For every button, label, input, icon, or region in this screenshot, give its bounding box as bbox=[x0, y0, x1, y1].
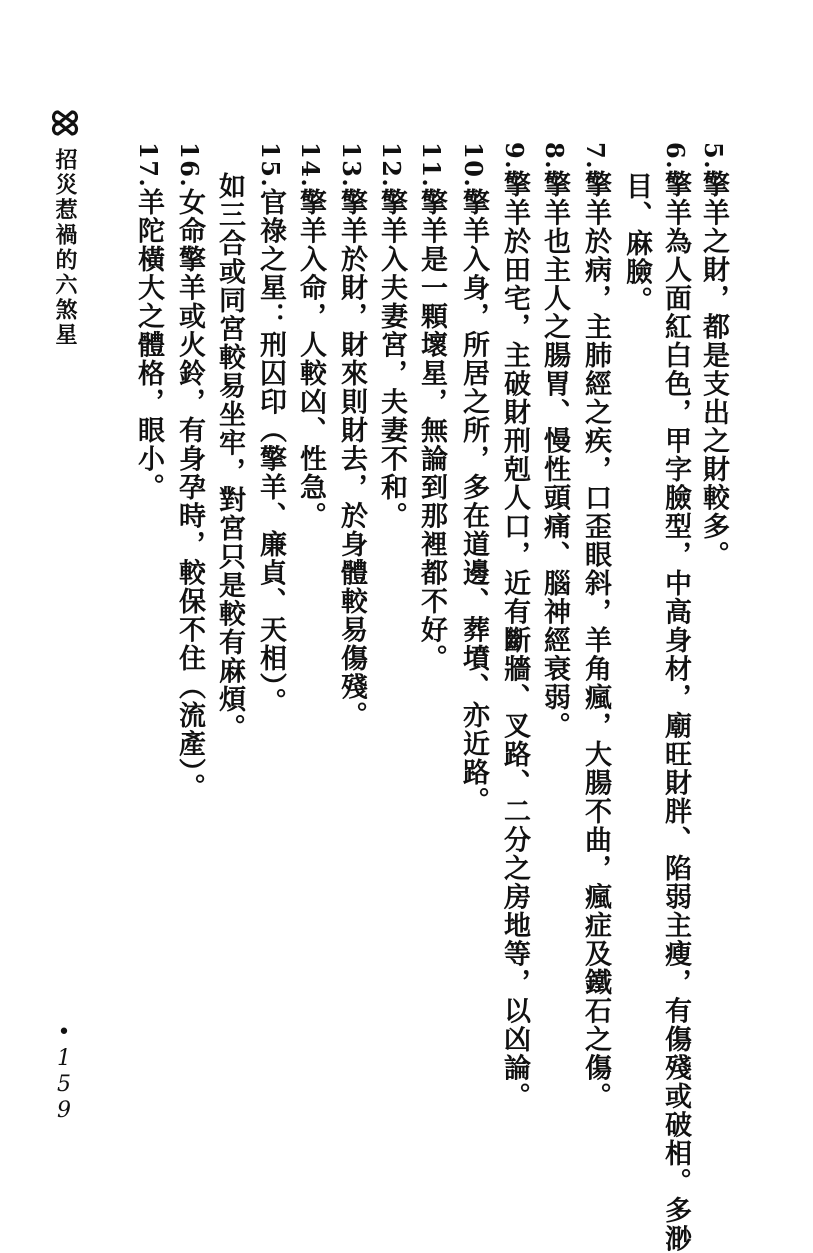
entry-15-note: 如三合或同宮較易坐牢，對宮只是較有麻煩。 bbox=[214, 172, 245, 742]
entry-16: 16.女命擎羊或火鈴，有身孕時，較保不住（流產）。 bbox=[174, 142, 205, 802]
entry-8: 8.擎羊也主人之腸胃、慢性頭痛、腦神經衰弱。 bbox=[539, 142, 570, 741]
page-number-digit: 9 bbox=[57, 1098, 71, 1123]
knot-logo-icon bbox=[50, 108, 80, 138]
entry-15: 15.官祿之星：刑囚印（擎羊、廉貞、天相）。 bbox=[255, 142, 286, 717]
entry-9: 9.擎羊於田宅，主破財刑剋人口，近有斷牆、叉路、二分之房地等，以凶論。 bbox=[499, 142, 530, 1111]
entry-6: 6.擎羊為人面紅白色，甲字臉型，中高身材，廟旺財胖、陷弱主瘦，有傷殘或破相。多渺 bbox=[660, 142, 691, 1253]
entry-12: 12.擎羊入夫妻宮，夫妻不和。 bbox=[376, 142, 407, 531]
entry-14: 14.擎羊入命，人較凶、性急。 bbox=[295, 142, 326, 531]
entry-11: 11.擎羊是一顆壞星，無論到那裡都不好。 bbox=[416, 142, 447, 673]
page-number-dot: • bbox=[57, 1020, 71, 1045]
page-number-digit: 1 bbox=[57, 1046, 71, 1071]
entry-13: 13.擎羊於財，財來則財去，於身體較易傷殘。 bbox=[336, 142, 367, 730]
entry-6-continued: 目、麻臉。 bbox=[621, 172, 652, 315]
page-number-digit: 5 bbox=[57, 1072, 71, 1097]
entry-7: 7.擎羊於病，主肺經之疾，口歪眼斜，羊角瘋，大腸不曲，瘋症及鐵石之傷。 bbox=[580, 142, 611, 1111]
entry-5: 5.擎羊之財，都是支出之財較多。 bbox=[698, 142, 729, 570]
entry-17: 17.羊陀橫大之體格，眼小。 bbox=[133, 142, 164, 502]
page-number bbox=[52, 1020, 76, 1124]
running-title: 招災惹禍的六煞星 bbox=[52, 148, 78, 348]
entry-10: 10.擎羊入身，所居之所，多在道邊、葬墳、亦近路。 bbox=[458, 142, 489, 816]
